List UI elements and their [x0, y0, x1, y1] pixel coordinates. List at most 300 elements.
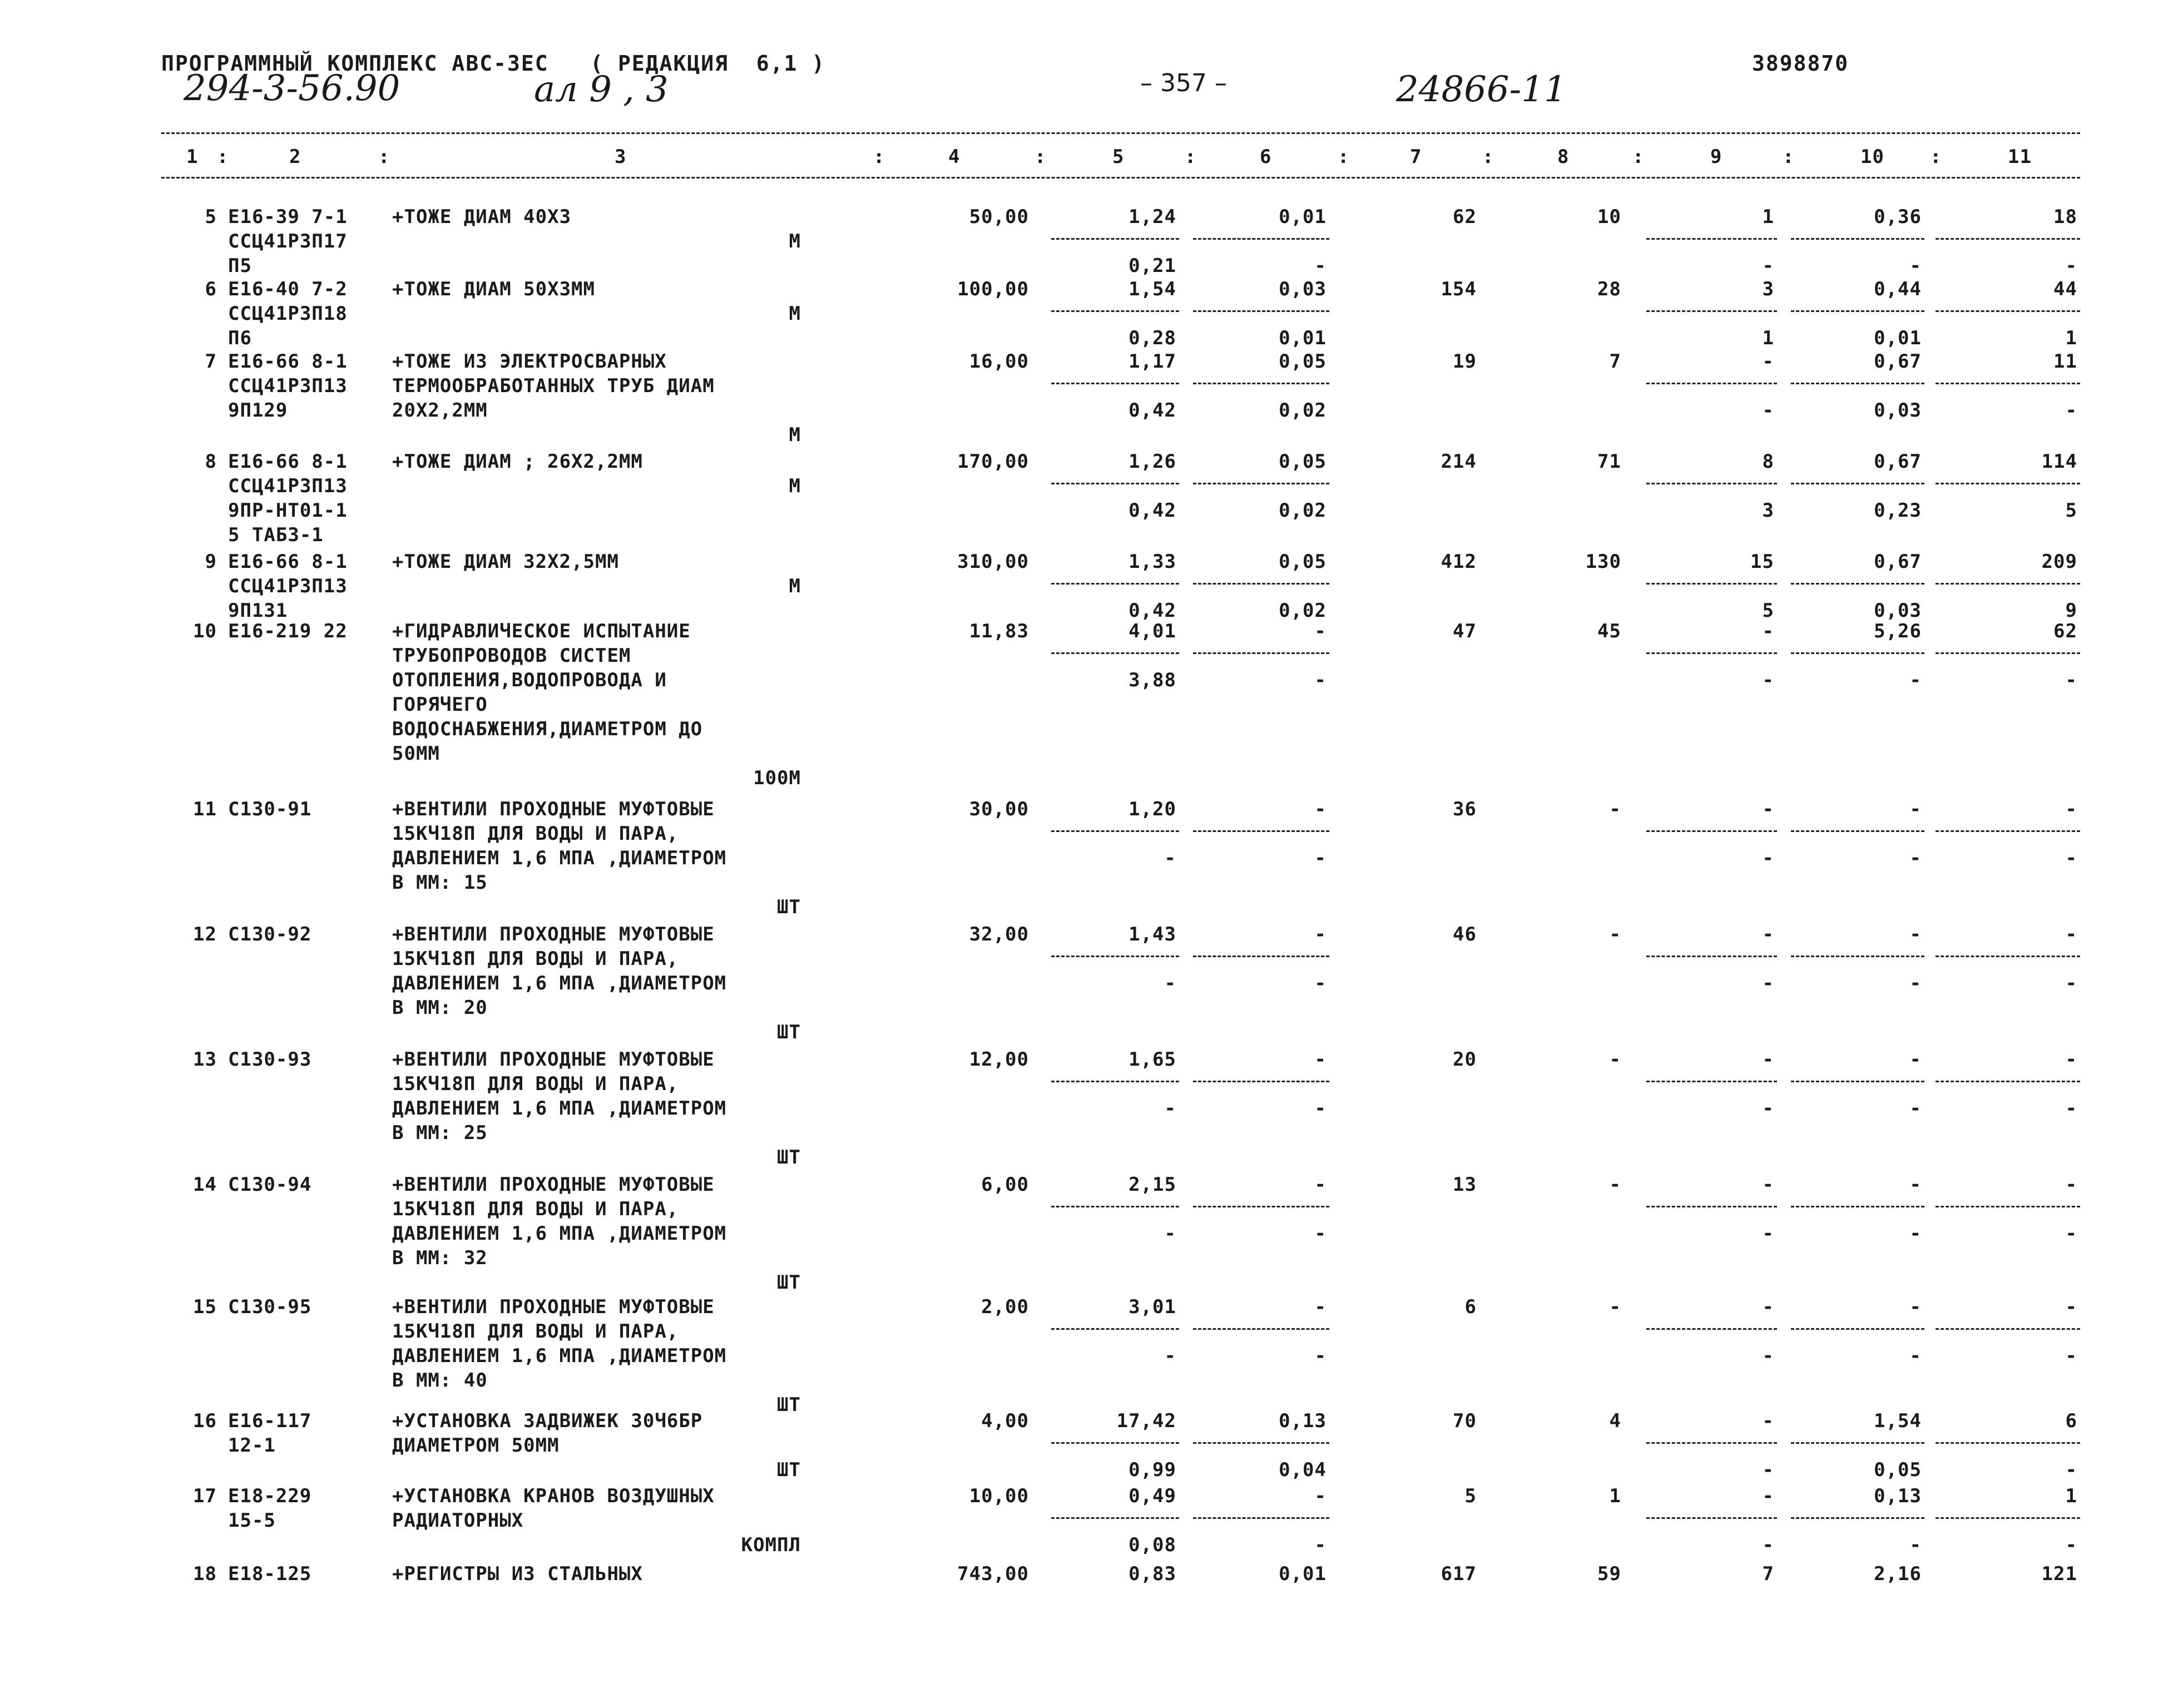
norm-code: Е16-66 8-1: [228, 450, 348, 473]
cell-divider-c11: [1936, 956, 2080, 957]
cell-divider-c11: [1936, 1206, 2080, 1207]
unit-of-measure: М: [789, 424, 801, 446]
cell-col-11: 18: [2053, 206, 2077, 228]
row-number: 15: [193, 1296, 217, 1318]
cell-divider-c11: [1936, 652, 2080, 654]
cell-col-6-lower: -: [1314, 669, 1326, 691]
row-number: 12: [193, 923, 217, 945]
cell-col-5-lower: 0,42: [1128, 600, 1176, 622]
cell-col-9-lower: -: [1762, 1459, 1774, 1481]
work-description: ДАВЛЕНИЕМ 1,6 МПА ,ДИАМЕТРОМ: [392, 1097, 727, 1120]
cell-col-6: 0,03: [1279, 278, 1326, 300]
cell-col-qty: 32,00: [969, 923, 1029, 945]
column-separator: :: [1930, 146, 1942, 168]
work-description: +ТОЖЕ ДИАМ 32Х2,5ММ: [392, 551, 619, 573]
work-description: ДАВЛЕНИЕМ 1,6 МПА ,ДИАМЕТРОМ: [392, 972, 727, 994]
unit-of-measure: ШТ: [777, 1146, 801, 1169]
cell-col-5-lower: -: [1164, 1097, 1176, 1120]
cell-col-10: 0,36: [1874, 206, 1922, 228]
column-separator: :: [217, 146, 229, 168]
cell-col-6-lower: -: [1314, 1534, 1326, 1556]
cell-divider-c11: [1936, 483, 2080, 484]
cell-divider-c5: [1051, 310, 1179, 312]
cell-col-6: -: [1314, 1048, 1326, 1071]
cell-col-qty: 30,00: [969, 798, 1029, 820]
work-description: +ГИДРАВЛИЧЕСКОЕ ИСПЫТАНИЕ: [392, 620, 691, 642]
cell-col-10: 0,67: [1874, 551, 1922, 573]
cell-col-7: 20: [1453, 1048, 1477, 1071]
column-header-8: 8: [1557, 146, 1570, 168]
work-description: +ТОЖЕ ДИАМ 50Х3ММ: [392, 278, 595, 300]
cell-col-10: 5,26: [1874, 620, 1922, 642]
work-description: +ТОЖЕ ИЗ ЭЛЕКТРОСВАРНЫХ: [392, 350, 667, 373]
row-number: 17: [193, 1485, 217, 1507]
cell-divider-c11: [1936, 310, 2080, 312]
album-number: ал 9 , 3: [534, 69, 669, 110]
cell-col-9: -: [1762, 1174, 1774, 1196]
cell-col-6-lower: 0,02: [1279, 399, 1326, 422]
cell-col-qty: 743,00: [957, 1563, 1029, 1585]
cell-col-9-lower: -: [1762, 1345, 1774, 1367]
cell-col-5-lower: -: [1164, 1345, 1176, 1367]
row-number: 5: [205, 206, 217, 228]
cell-col-9: -: [1762, 1410, 1774, 1432]
row-number: 9: [205, 551, 217, 573]
work-description: +РЕГИСТРЫ ИЗ СТАЛЬНЫХ: [392, 1563, 643, 1585]
cell-col-7: 412: [1441, 551, 1477, 573]
row-number: 11: [193, 798, 217, 820]
column-separator: :: [1482, 146, 1494, 168]
unit-of-measure: М: [789, 303, 801, 325]
column-header-2: 2: [289, 146, 301, 168]
cell-divider-c9: [1646, 830, 1777, 832]
cell-divider-c6: [1193, 652, 1329, 654]
work-description: +ВЕНТИЛИ ПРОХОДНЫЕ МУФТОВЫЕ: [392, 1048, 715, 1071]
column-header-9: 9: [1710, 146, 1722, 168]
cell-col-11-lower: -: [2065, 847, 2077, 869]
cell-col-qty: 16,00: [969, 350, 1029, 373]
cell-col-6: 0,01: [1279, 1563, 1326, 1585]
cell-col-5: 3,01: [1128, 1296, 1176, 1318]
cell-col-7: 5: [1464, 1485, 1477, 1507]
page-number: – 357 –: [1140, 69, 1227, 97]
cell-col-10-lower: 0,03: [1874, 399, 1922, 422]
cell-col-qty: 10,00: [969, 1485, 1029, 1507]
work-description: ТЕРМООБРАБОТАННЫХ ТРУБ ДИАМ: [392, 375, 715, 397]
cell-col-9-lower: 1: [1762, 327, 1774, 349]
cell-col-8: 1: [1609, 1485, 1621, 1507]
cell-col-10: 2,16: [1874, 1563, 1922, 1585]
unit-of-measure: 100М: [753, 767, 801, 789]
cell-col-11-lower: -: [2065, 399, 2077, 422]
cell-col-11-lower: 1: [2065, 327, 2077, 349]
cell-divider-c6: [1193, 1206, 1329, 1207]
document-number: 24866-11: [1396, 69, 1567, 110]
norm-code: Е16-39 7-1: [228, 206, 348, 228]
cell-divider-c11: [1936, 1442, 2080, 1444]
cell-divider-c6: [1193, 238, 1329, 240]
column-separator: :: [873, 146, 885, 168]
cell-col-6-lower: 0,02: [1279, 499, 1326, 522]
column-separator: :: [1632, 146, 1645, 168]
cell-divider-c10: [1791, 652, 1924, 654]
cell-col-9: -: [1762, 1048, 1774, 1071]
row-number: 10: [193, 620, 217, 642]
table-header-rule: [161, 177, 2080, 179]
work-description: 15КЧ18П ДЛЯ ВОДЫ И ПАРА,: [392, 823, 679, 845]
work-description: В ММ: 40: [392, 1369, 488, 1392]
column-header-4: 4: [948, 146, 961, 168]
cell-col-5: 2,15: [1128, 1174, 1176, 1196]
work-description: РАДИАТОРНЫХ: [392, 1509, 524, 1532]
cell-col-5-lower: 0,99: [1128, 1459, 1176, 1481]
cell-col-6-lower: 0,02: [1279, 600, 1326, 622]
cell-divider-c9: [1646, 1328, 1777, 1330]
cell-divider-c6: [1193, 830, 1329, 832]
norm-code: С130-94: [228, 1174, 312, 1196]
cell-col-6: 0,05: [1279, 551, 1326, 573]
cell-col-7: 6: [1464, 1296, 1477, 1318]
cell-col-8: 7: [1609, 350, 1621, 373]
cell-divider-c9: [1646, 583, 1777, 585]
cell-col-5: 1,17: [1128, 350, 1176, 373]
cell-col-11: 44: [2053, 278, 2077, 300]
cell-col-6-lower: -: [1314, 255, 1326, 277]
cell-divider-c10: [1791, 1517, 1924, 1519]
cell-col-6: 0,05: [1279, 350, 1326, 373]
cell-divider-c5: [1051, 1081, 1179, 1082]
table-top-rule: [161, 132, 2080, 134]
cell-col-5: 1,20: [1128, 798, 1176, 820]
work-description: ДАВЛЕНИЕМ 1,6 МПА ,ДИАМЕТРОМ: [392, 847, 727, 869]
cell-col-9-lower: -: [1762, 255, 1774, 277]
cell-divider-c10: [1791, 238, 1924, 240]
work-description: +УСТАНОВКА КРАНОВ ВОЗДУШНЫХ: [392, 1485, 715, 1507]
cell-col-5-lower: -: [1164, 847, 1176, 869]
cell-divider-c10: [1791, 1328, 1924, 1330]
cell-col-5-lower: 0,28: [1128, 327, 1176, 349]
cell-col-6: -: [1314, 1174, 1326, 1196]
cell-col-qty: 170,00: [957, 450, 1029, 473]
column-header-10: 10: [1860, 146, 1884, 168]
cell-col-9: -: [1762, 1485, 1774, 1507]
project-number: 294-3-56.90: [184, 68, 400, 109]
cell-col-10-lower: -: [1909, 1345, 1922, 1367]
cell-col-10-lower: -: [1909, 847, 1922, 869]
cell-col-9-lower: -: [1762, 1534, 1774, 1556]
cell-col-7: 47: [1453, 620, 1477, 642]
work-description: 20Х2,2ММ: [392, 399, 488, 422]
cell-col-5-lower: 0,08: [1128, 1534, 1176, 1556]
cell-divider-c5: [1051, 483, 1179, 484]
cell-divider-c11: [1936, 1517, 2080, 1519]
cell-col-10-lower: 0,23: [1874, 499, 1922, 522]
cell-col-8: 10: [1597, 206, 1621, 228]
cell-col-9: 15: [1750, 551, 1774, 573]
cell-col-10-lower: -: [1909, 255, 1922, 277]
column-header-1: 1: [186, 146, 199, 168]
unit-of-measure: М: [789, 575, 801, 597]
cell-col-6: -: [1314, 1485, 1326, 1507]
cell-col-5: 0,83: [1128, 1563, 1176, 1585]
cell-col-7: 46: [1453, 923, 1477, 945]
cell-col-11-lower: -: [2065, 1345, 2077, 1367]
norm-code: С130-91: [228, 798, 312, 820]
row-number: 8: [205, 450, 217, 473]
cell-col-10-lower: -: [1909, 972, 1922, 994]
cell-col-5-lower: 0,42: [1128, 399, 1176, 422]
cell-col-qty: 11,83: [969, 620, 1029, 642]
norm-code: ССЦ41Р3П18: [228, 303, 348, 325]
work-description: +ВЕНТИЛИ ПРОХОДНЫЕ МУФТОВЫЕ: [392, 798, 715, 820]
cell-col-qty: 2,00: [981, 1296, 1029, 1318]
cell-col-9: -: [1762, 1296, 1774, 1318]
cell-col-qty: 4,00: [981, 1410, 1029, 1432]
cell-col-qty: 6,00: [981, 1174, 1029, 1196]
cell-col-9: 7: [1762, 1563, 1774, 1585]
cell-col-7: 36: [1453, 798, 1477, 820]
cell-divider-c9: [1646, 483, 1777, 484]
norm-code: 9ПР-НТ01-1: [228, 499, 348, 522]
norm-code: П6: [228, 327, 252, 349]
cell-divider-c9: [1646, 1442, 1777, 1444]
column-separator: :: [1034, 146, 1047, 168]
cell-divider-c11: [1936, 1081, 2080, 1082]
norm-code: Е16-40 7-2: [228, 278, 348, 300]
cell-divider-c9: [1646, 1081, 1777, 1082]
cell-col-8: 71: [1597, 450, 1621, 473]
cell-col-8: -: [1609, 1048, 1621, 1071]
column-header-7: 7: [1410, 146, 1422, 168]
cell-divider-c10: [1791, 483, 1924, 484]
cell-col-11: 114: [2041, 450, 2077, 473]
work-description: 50ММ: [392, 742, 440, 765]
cell-col-9-lower: -: [1762, 847, 1774, 869]
cell-col-7: 13: [1453, 1174, 1477, 1196]
cell-col-10: -: [1909, 1048, 1922, 1071]
norm-code: 9П129: [228, 399, 288, 422]
cell-col-6: 0,01: [1279, 206, 1326, 228]
cell-col-8: 59: [1597, 1563, 1621, 1585]
cell-divider-c11: [1936, 383, 2080, 384]
work-description: ДАВЛЕНИЕМ 1,6 МПА ,ДИАМЕТРОМ: [392, 1222, 727, 1245]
cell-divider-c5: [1051, 1442, 1179, 1444]
cell-divider-c10: [1791, 956, 1924, 957]
cell-divider-c5: [1051, 956, 1179, 957]
work-description: ОТОПЛЕНИЯ,ВОДОПРОВОДА И: [392, 669, 667, 691]
cell-divider-c9: [1646, 1206, 1777, 1207]
cell-col-7: 70: [1453, 1410, 1477, 1432]
cell-col-8: 28: [1597, 278, 1621, 300]
cell-divider-c6: [1193, 956, 1329, 957]
cell-col-8: -: [1609, 923, 1621, 945]
cell-col-11: -: [2065, 1174, 2077, 1196]
cell-col-11: 62: [2053, 620, 2077, 642]
cell-col-5-lower: 3,88: [1128, 669, 1176, 691]
cell-col-10: -: [1909, 1296, 1922, 1318]
cell-divider-c5: [1051, 1328, 1179, 1330]
cell-col-8: 45: [1597, 620, 1621, 642]
cell-col-5: 1,65: [1128, 1048, 1176, 1071]
column-separator: :: [1338, 146, 1350, 168]
cell-divider-c6: [1193, 1442, 1329, 1444]
cell-col-6-lower: -: [1314, 972, 1326, 994]
cell-col-8: -: [1609, 798, 1621, 820]
cell-divider-c11: [1936, 238, 2080, 240]
cell-col-9: 3: [1762, 278, 1774, 300]
cell-divider-c10: [1791, 830, 1924, 832]
cell-divider-c6: [1193, 383, 1329, 384]
cell-col-10: -: [1909, 923, 1922, 945]
column-header-11: 11: [2008, 146, 2032, 168]
cell-col-6-lower: 0,04: [1279, 1459, 1326, 1481]
column-header-6: 6: [1260, 146, 1272, 168]
norm-code: ССЦ41Р3П13: [228, 475, 348, 497]
cell-divider-c6: [1193, 583, 1329, 585]
cell-col-9: -: [1762, 798, 1774, 820]
norm-code: Е16-117: [228, 1410, 312, 1432]
work-description: ДИАМЕТРОМ 50ММ: [392, 1434, 560, 1457]
cell-col-11: 209: [2041, 551, 2077, 573]
unit-of-measure: М: [789, 475, 801, 497]
cell-col-10-lower: 0,03: [1874, 600, 1922, 622]
cell-col-9: 8: [1762, 450, 1774, 473]
cell-col-5: 1,54: [1128, 278, 1176, 300]
cell-col-10: 0,44: [1874, 278, 1922, 300]
column-header-3: 3: [615, 146, 627, 168]
cell-col-6: -: [1314, 923, 1326, 945]
cell-col-11-lower: -: [2065, 1534, 2077, 1556]
work-description: +ВЕНТИЛИ ПРОХОДНЫЕ МУФТОВЫЕ: [392, 923, 715, 945]
cell-col-5: 1,33: [1128, 551, 1176, 573]
cell-col-9-lower: 3: [1762, 499, 1774, 522]
column-separator: :: [1783, 146, 1795, 168]
cell-col-11: -: [2065, 798, 2077, 820]
norm-code: 12-1: [228, 1434, 276, 1457]
cell-col-5: 1,24: [1128, 206, 1176, 228]
cell-col-11-lower: -: [2065, 1222, 2077, 1245]
cell-col-9-lower: -: [1762, 972, 1774, 994]
cell-col-5: 1,43: [1128, 923, 1176, 945]
cell-col-11-lower: 9: [2065, 600, 2077, 622]
cell-divider-c5: [1051, 383, 1179, 384]
cell-col-5-lower: -: [1164, 1222, 1176, 1245]
cell-col-qty: 310,00: [957, 551, 1029, 573]
row-number: 13: [193, 1048, 217, 1071]
cell-col-11-lower: -: [2065, 1459, 2077, 1481]
cell-divider-c6: [1193, 1081, 1329, 1082]
cell-divider-c5: [1051, 652, 1179, 654]
cell-col-9-lower: -: [1762, 399, 1774, 422]
unit-of-measure: М: [789, 230, 801, 253]
column-header-5: 5: [1112, 146, 1125, 168]
norm-code: ССЦ41Р3П13: [228, 575, 348, 597]
row-number: 18: [193, 1563, 217, 1585]
cell-col-9-lower: -: [1762, 1097, 1774, 1120]
cell-col-11-lower: -: [2065, 255, 2077, 277]
unit-of-measure: ШТ: [777, 1459, 801, 1481]
cell-divider-c6: [1193, 310, 1329, 312]
cell-col-11: -: [2065, 1296, 2077, 1318]
norm-code: ССЦ41Р3П13: [228, 375, 348, 397]
row-number: 14: [193, 1174, 217, 1196]
cell-divider-c9: [1646, 1517, 1777, 1519]
cell-col-qty: 12,00: [969, 1048, 1029, 1071]
cell-divider-c6: [1193, 1517, 1329, 1519]
cell-col-9-lower: -: [1762, 1222, 1774, 1245]
cell-col-6: -: [1314, 798, 1326, 820]
work-description: ВОДОСНАБЖЕНИЯ,ДИАМЕТРОМ ДО: [392, 718, 703, 740]
cell-divider-c11: [1936, 583, 2080, 585]
cell-col-5-lower: 0,42: [1128, 499, 1176, 522]
cell-divider-c10: [1791, 583, 1924, 585]
work-description: ТРУБОПРОВОДОВ СИСТЕМ: [392, 645, 631, 667]
cell-col-8: 130: [1585, 551, 1621, 573]
work-description: ГОРЯЧЕГО: [392, 694, 488, 716]
cell-col-7: 154: [1441, 278, 1477, 300]
cell-col-11-lower: -: [2065, 972, 2077, 994]
norm-code: 15-5: [228, 1509, 276, 1532]
cell-col-6-lower: -: [1314, 1345, 1326, 1367]
cell-col-6: -: [1314, 1296, 1326, 1318]
cell-divider-c11: [1936, 1328, 2080, 1330]
cell-divider-c5: [1051, 583, 1179, 585]
cell-col-9-lower: 5: [1762, 600, 1774, 622]
document-code: 3898870: [1752, 51, 1849, 76]
cell-divider-c5: [1051, 1517, 1179, 1519]
norm-code: 5 ТАБ3-1: [228, 524, 324, 546]
work-description: +ТОЖЕ ДИАМ 40Х3: [392, 206, 572, 228]
cell-col-11-lower: 5: [2065, 499, 2077, 522]
cell-col-8: -: [1609, 1174, 1621, 1196]
work-description: В ММ: 25: [392, 1122, 488, 1144]
row-number: 7: [205, 350, 217, 373]
cell-col-10: -: [1909, 1174, 1922, 1196]
cell-divider-c6: [1193, 483, 1329, 484]
cell-col-11: 11: [2053, 350, 2077, 373]
work-description: +ТОЖЕ ДИАМ ; 26Х2,2ММ: [392, 450, 643, 473]
cell-divider-c9: [1646, 956, 1777, 957]
cell-col-10-lower: -: [1909, 1222, 1922, 1245]
row-number: 6: [205, 278, 217, 300]
cell-col-9-lower: -: [1762, 669, 1774, 691]
cell-col-qty: 100,00: [957, 278, 1029, 300]
cell-col-11-lower: -: [2065, 669, 2077, 691]
cell-col-10-lower: 0,05: [1874, 1459, 1922, 1481]
cell-divider-c10: [1791, 383, 1924, 384]
cell-divider-c10: [1791, 1442, 1924, 1444]
cell-divider-c5: [1051, 1206, 1179, 1207]
cell-col-7: 62: [1453, 206, 1477, 228]
column-separator: :: [1185, 146, 1197, 168]
work-description: В ММ: 32: [392, 1247, 488, 1269]
cell-divider-c9: [1646, 238, 1777, 240]
cell-col-11: -: [2065, 923, 2077, 945]
cell-col-8: -: [1609, 1296, 1621, 1318]
cell-col-7: 617: [1441, 1563, 1477, 1585]
cell-divider-c11: [1936, 830, 2080, 832]
program-title: ПРОГРАММНЫЙ КОМПЛЕКС АВС-3ЕС ( РЕДАКЦИЯ 6,1 ): [161, 51, 826, 76]
cell-divider-c5: [1051, 830, 1179, 832]
cell-divider-c10: [1791, 1081, 1924, 1082]
cell-col-9: -: [1762, 620, 1774, 642]
cell-col-6-lower: -: [1314, 1097, 1326, 1120]
cell-col-9: -: [1762, 923, 1774, 945]
norm-code: С130-92: [228, 923, 312, 945]
unit-of-measure: ШТ: [777, 1271, 801, 1294]
cell-col-10-lower: 0,01: [1874, 327, 1922, 349]
cell-col-6: -: [1314, 620, 1326, 642]
